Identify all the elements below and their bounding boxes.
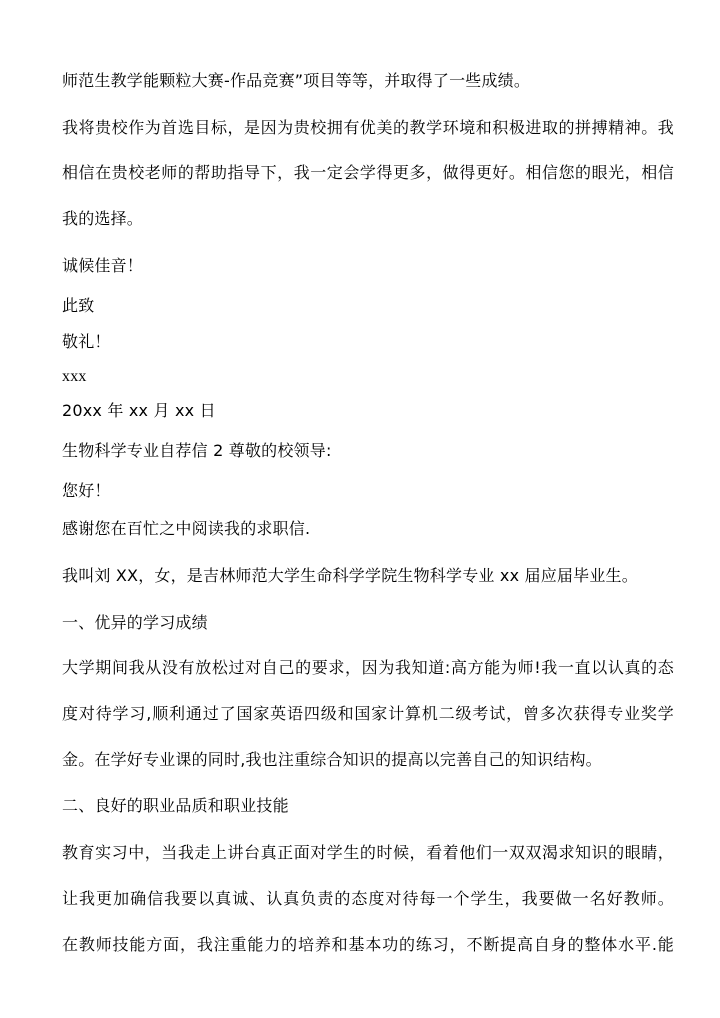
- text-line-12: 感谢您在百忙之中阅读我的求职信.: [62, 519, 311, 538]
- text-line-19: 教育实习中，当我走上讲台真正面对学生的时候，看着他们一双双渴求知识的眼睛，: [62, 843, 674, 862]
- text-line-16: 度对待学习,顺利通过了国家英语四级和国家计算机二级考试，曾多次获得专业奖学: [62, 704, 674, 723]
- text-line-2: 我将贵校作为首选目标，是因为贵校拥有优美的教学环境和积极进取的拼搏精神。我: [62, 118, 674, 137]
- signature-date: 20xx 年 xx 月 xx 日: [62, 401, 216, 420]
- text-line-17: 金。在学好专业课的同时,我也注重综合知识的提高以完善自己的知识结构。: [62, 750, 602, 769]
- text-line-13: 我叫刘 XX，女，是吉林师范大学生命科学学院生物科学专业 xx 届应届毕业生。: [62, 566, 638, 585]
- section-heading-2: 二、良好的职业品质和职业技能: [62, 796, 289, 815]
- text-line-3: 相信在贵校老师的帮助指导下，我一定会学得更多，做得更好。相信您的眼光，相信: [62, 163, 674, 182]
- text-line-21: 在教师技能方面，我注重能力的培养和基本功的练习，不断提高自身的整体水平.能: [62, 935, 674, 954]
- signature-name: xxx: [62, 368, 87, 385]
- text-line-15: 大学期间我从没有放松过对自己的要求，因为我知道:高方能为师!我一直以认真的态: [62, 658, 674, 677]
- letter-heading: 生物科学专业自荐信 2 尊敬的校领导:: [62, 441, 332, 460]
- closing-line: 诚候佳音！: [62, 256, 144, 275]
- salutation-line: 此致: [62, 296, 95, 315]
- section-heading-1: 一、优异的学习成绩: [62, 613, 208, 632]
- regards-line: 敬礼！: [62, 332, 111, 351]
- text-line-1: 师范生教学能颗粒大赛-作品竞赛”项目等等，并取得了一些成绩。: [62, 71, 531, 90]
- text-line-20: 让我更加确信我要以真诚、认真负责的态度对待每一个学生，我要做一名好教师。: [62, 889, 674, 908]
- text-line-4: 我的选择。: [62, 209, 144, 228]
- greeting-line: 您好！: [62, 481, 111, 500]
